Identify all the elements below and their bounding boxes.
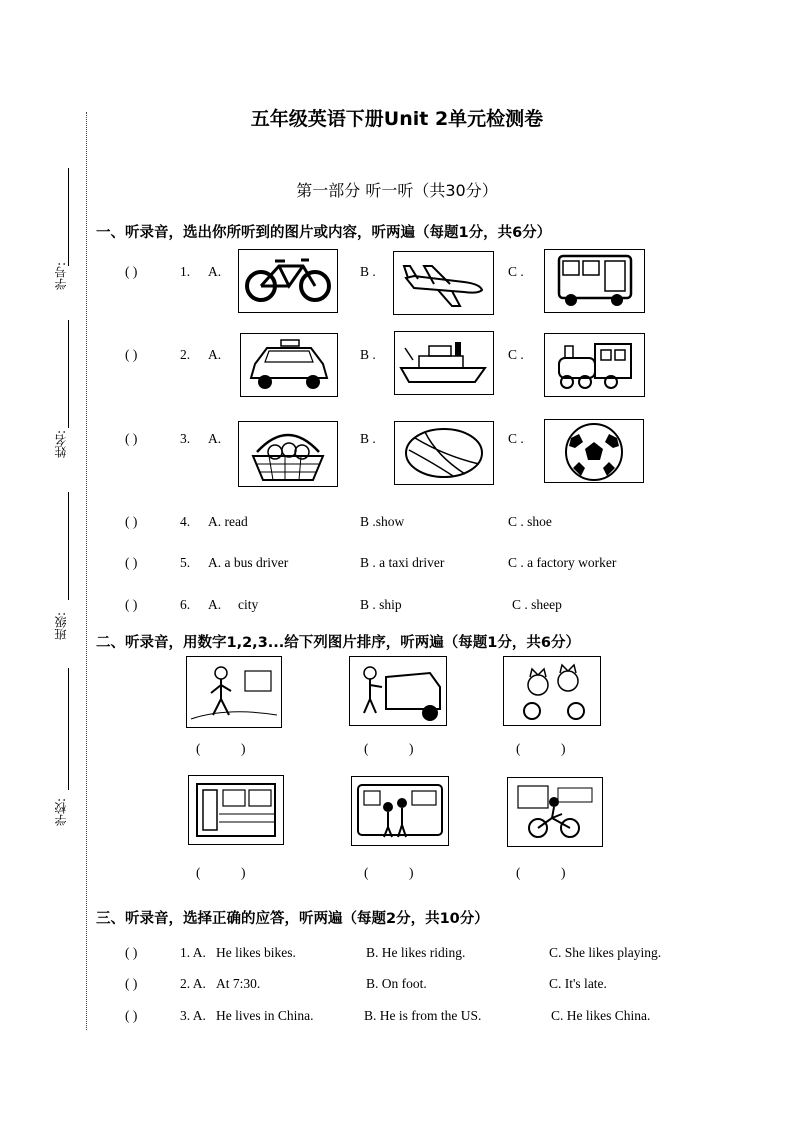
question-number: 3. bbox=[180, 431, 191, 446]
question-number: 4. bbox=[180, 514, 191, 529]
option-c: C. She likes playing. bbox=[549, 945, 662, 960]
order-bracket[interactable]: ( ) bbox=[516, 865, 566, 880]
ship-image[interactable] bbox=[394, 331, 494, 395]
option-b: B .show bbox=[360, 514, 405, 529]
question-number: 2. A. bbox=[180, 976, 206, 991]
taxi-icon bbox=[241, 334, 337, 396]
option-a: A. read bbox=[208, 514, 248, 529]
answer-bracket[interactable]: ( ) bbox=[125, 555, 138, 570]
question-number: 1. bbox=[180, 264, 191, 279]
bus-stop-picture[interactable] bbox=[351, 776, 449, 846]
class-label: 班级: bbox=[54, 612, 68, 641]
option-a-label: A. bbox=[208, 431, 222, 446]
option-b: B. He likes riding. bbox=[366, 945, 466, 960]
option-a: At 7:30. bbox=[216, 976, 261, 991]
class-line[interactable] bbox=[68, 492, 69, 600]
bus-image[interactable] bbox=[544, 249, 645, 313]
taxi-driver-picture[interactable] bbox=[349, 656, 447, 726]
question-number: 2. bbox=[180, 347, 191, 362]
train-icon bbox=[545, 334, 644, 396]
option-a: A. a bus driver bbox=[208, 555, 289, 570]
cats-picture[interactable] bbox=[503, 656, 601, 726]
option-b: B . ship bbox=[360, 597, 402, 612]
option-c-label: C . bbox=[508, 347, 524, 362]
answer-bracket[interactable]: ( ) bbox=[125, 1008, 138, 1023]
name-label: 姓名: bbox=[54, 430, 68, 459]
option-b: B. He is from the US. bbox=[364, 1008, 482, 1023]
train-image[interactable] bbox=[544, 333, 645, 397]
walking-person-icon bbox=[187, 657, 281, 727]
airplane-image[interactable] bbox=[393, 251, 494, 315]
ship-icon bbox=[395, 332, 493, 394]
option-c-label: C . bbox=[508, 264, 524, 279]
student-number-label: 学号: bbox=[54, 262, 68, 291]
name-line[interactable] bbox=[68, 320, 69, 428]
football-icon bbox=[545, 420, 643, 482]
airplane-icon bbox=[394, 252, 493, 314]
basket-icon bbox=[239, 422, 337, 486]
section3-heading: 三、听录音，选择正确的应答，听两遍（每题2分，共10分） bbox=[96, 911, 489, 927]
train-station-picture[interactable] bbox=[188, 775, 284, 845]
answer-bracket[interactable]: ( ) bbox=[125, 431, 138, 446]
cat-icon bbox=[504, 657, 600, 725]
school-label: 学校: bbox=[54, 798, 68, 827]
bicycle-icon bbox=[239, 250, 337, 312]
order-bracket[interactable]: ( ) bbox=[364, 741, 414, 756]
bike-rider-icon bbox=[508, 778, 602, 846]
option-b-label: B . bbox=[360, 264, 376, 279]
answer-bracket[interactable]: ( ) bbox=[125, 264, 138, 279]
option-a-label: A. bbox=[208, 347, 222, 362]
answer-bracket[interactable]: ( ) bbox=[125, 347, 138, 362]
ball-icon bbox=[395, 422, 493, 484]
option-b-label: B . bbox=[360, 431, 376, 446]
order-bracket[interactable]: ( ) bbox=[516, 741, 566, 756]
answer-bracket[interactable]: ( ) bbox=[125, 597, 138, 612]
car-person-icon bbox=[350, 657, 446, 725]
option-a: A. city bbox=[208, 597, 259, 612]
answer-bracket[interactable]: ( ) bbox=[125, 945, 138, 960]
train-door-icon bbox=[189, 776, 283, 844]
question-number: 5. bbox=[180, 555, 191, 570]
option-b-label: B . bbox=[360, 347, 376, 362]
school-line[interactable] bbox=[68, 668, 69, 790]
bicycle-image[interactable] bbox=[238, 249, 338, 313]
order-bracket[interactable]: ( ) bbox=[364, 865, 414, 880]
question-number: 3. A. bbox=[180, 1008, 206, 1023]
order-bracket[interactable]: ( ) bbox=[196, 741, 246, 756]
option-c: C . shoe bbox=[508, 514, 552, 529]
page-title: 五年级英语下册Unit 2单元检测卷 bbox=[250, 108, 544, 130]
part-title: 第一部分 听一听（共30分） bbox=[296, 181, 498, 200]
bus-people-icon bbox=[352, 777, 448, 845]
binding-dotted-line bbox=[86, 112, 87, 1030]
option-b: B . a taxi driver bbox=[360, 555, 445, 570]
basket-image[interactable] bbox=[238, 421, 338, 487]
answer-bracket[interactable]: ( ) bbox=[125, 514, 138, 529]
answer-bracket[interactable]: ( ) bbox=[125, 976, 138, 991]
section2-heading: 二、听录音，用数字1,2,3...给下列图片排序，听两遍（每题1分，共6分） bbox=[96, 635, 580, 651]
question-number: 1. A. bbox=[180, 945, 206, 960]
bus-icon bbox=[545, 250, 644, 312]
option-a: He lives in China. bbox=[216, 1008, 314, 1023]
option-c-label: C . bbox=[508, 431, 524, 446]
cyclist-picture[interactable] bbox=[507, 777, 603, 847]
option-c: C. It's late. bbox=[549, 976, 607, 991]
option-c: C . sheep bbox=[512, 597, 562, 612]
option-c: C . a factory worker bbox=[508, 555, 617, 570]
question-number: 6. bbox=[180, 597, 191, 612]
section1-heading: 一、听录音，选出你所听到的图片或内容，听两遍（每题1分，共6分） bbox=[96, 225, 552, 241]
taxi-image[interactable] bbox=[240, 333, 338, 397]
option-a-label: A. bbox=[208, 264, 222, 279]
walking-boy-picture[interactable] bbox=[186, 656, 282, 728]
ball-image[interactable] bbox=[394, 421, 494, 485]
football-image[interactable] bbox=[544, 419, 644, 483]
order-bracket[interactable]: ( ) bbox=[196, 865, 246, 880]
option-b: B. On foot. bbox=[366, 976, 427, 991]
option-a: He likes bikes. bbox=[216, 945, 296, 960]
option-c: C. He likes China. bbox=[551, 1008, 651, 1023]
